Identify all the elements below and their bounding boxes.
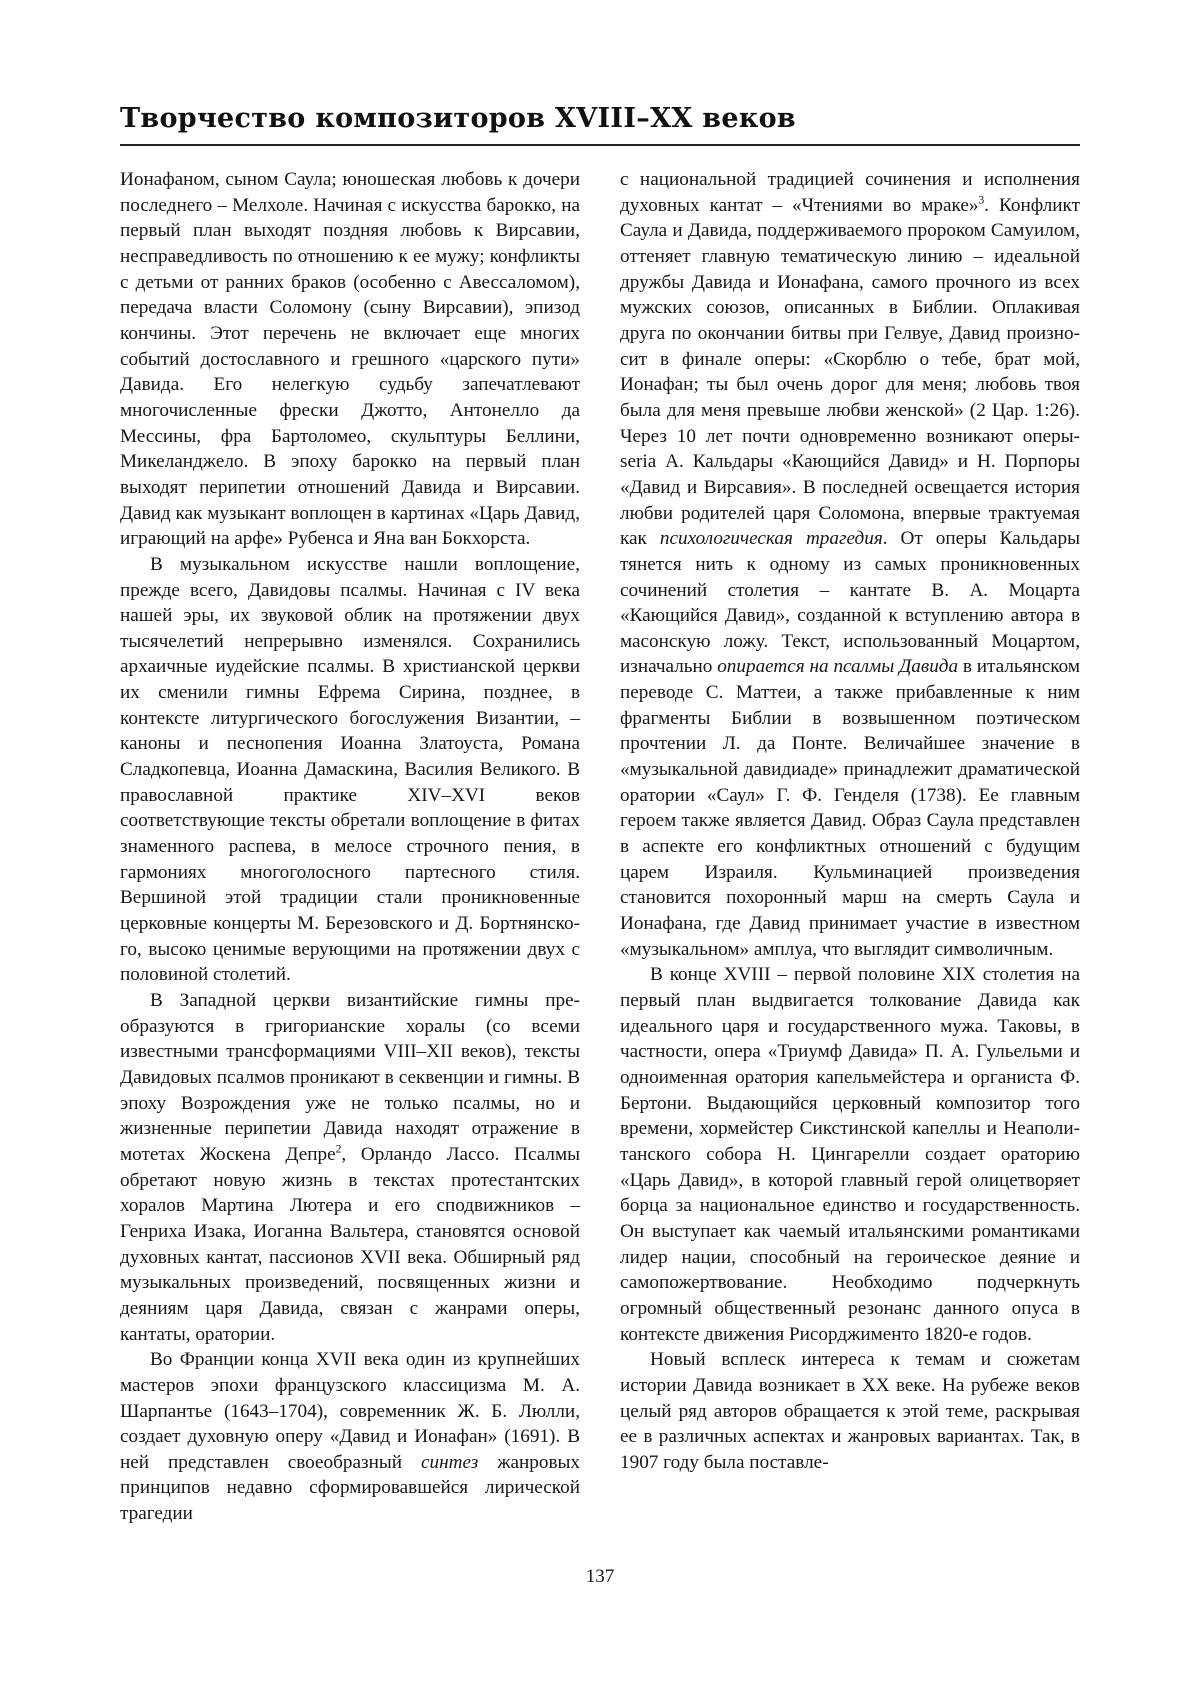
- header-rule: [120, 144, 1080, 146]
- right-column: [620, 167, 1080, 1475]
- paragraph: Новый всплеск интереса к темам и сюжетам истории Давида возникает в XX веке. На рубеже веков целый ряд авторов обращается к этой теме, раскрывая ее в различных аспектах и жанровых вариантах. Так, в 1907 году была поставле-: [620, 1349, 1080, 1473]
- paragraph: В музыкальном искусстве нашли воплощение, прежде всего, Давидовы псалмы. Начиная с IV века нашей эры, их звуковой облик на протяжении двух тысячелетий непрерывно изменялся. Сохранились архаичные иудейские псалмы. В христианской церкви их сменили гимны Ефрема Сирина, позднее, в контексте литургического богослужения Византии, – каноны и песнопения Иоанна Златоуста, Романа Сладкопевца, Иоанна Дамаскина, Василия Великого. В православной практике XIV–XVI веков соответствующие тексты обретали воплощение в фитах знаменного распева, в мелосе строчного пения, в гармониях многоголосного партесного стиля. Вершиной этой традиции стали проникновенные церковные концерты М. Березовского и Д. Бортнянского, высоко ценимые верующими на протяжении двух с половиной столетий.: [120, 553, 580, 986]
- paragraph: Во Франции конца XVII века один из крупнейших мастеров эпохи французского классицизма М. А. Шарпантье (1643–1704), современник Ж. Б. Люлли, создает духовную оперу «Давид и Ионафан» (1691). В ней представлен своеобразный синтез жанровых принципов недавно сформировавшейся лирической трагедии: [120, 1349, 580, 1525]
- footnote-ref[interactable]: 2: [335, 1143, 342, 1156]
- left-column: [120, 167, 580, 1527]
- footnote-ref[interactable]: 3: [978, 194, 985, 207]
- paragraph: с национальной традицией сочинения и исполнения духовных кантат – «Чтениями во мраке»$^3$. Конфликт Саула и Давида, поддерживаемого пророком Самуилом, оттеняет главную тематическую линию – идеальной дружбы Давида и Ионафана, самого прочного из всех мужских союзов, описанных в Библии. Оплакивая друга по окончании битвы при Гелвуе, Давид произносит в финале оперы: «Скорблю о тебе, брат мой, Ионафан; ты был очень дорог для меня; любовь твоя была для меня превыше любви женской» (2 Цар. 1:26). Через 10 лет почти одновременно возникают оперы-seria А. Кальдары «Кающийся Давид» и Н. Порпоры «Давид и Вирсавия». В последней освещается история любви родителей царя Соломона, впервые трактуемая как психологическая трагедия. От оперы Кальдары тянется нить к одному из самых проникновенных сочинений столетия – кантате В. А. Моцарта «Кающийся Давид», созданной к вступлению автора в масонскую ложу. Текст, использованный Моцартом, изначально опирается на псалмы Давида в итальянском переводе С. Маттеи, а также прибавленные к ним фрагменты Библии в возвышенном поэтическом прочтении Л. да Понте. Величайшее значение в «музыкальной давидиаде» принадлежит драматической оратории «Саул» Г. Ф. Генделя (1738). Ее главным героем также является Давид. Образ Саула представлен в аспекте его конфликтных отношений с будущим царем Израиля. Кульминацией произведения становится похоронный марш на смерть Саула и Ионафана, где Давид принимает участие в известном «музыкальном» амплуа, что выглядит символичным.: [620, 169, 1080, 960]
- paragraph: В конце XVIII – первой половине XIX столетия на первый план выдвигается толкование Давида как идеального царя и государственного мужа. Таковы, в частности, опера «Триумф Давида» П. А. Гульельми и одноименная оратория капельмейстера и органиста Ф. Бертони. Выдающийся церковный композитор того времени, хормейстер Сикстинской капеллы и Неаполитанского собора Н. Цингарелли создает ораторию «Царь Давид», в которой главный герой олицетворяет борца за национальное единство и государственность. Он выступает как чаемый итальянскими романтиками лидер нации, способный на героическое деяние и самопожертвование. Необходимо подчеркнуть огромный общественный резонанс данного опуса в контексте движения Рисорджименто 1820-е годов.: [620, 964, 1080, 1345]
- page-number: 137: [585, 1566, 615, 1587]
- paragraph: В Западной церкви византийские гимны преобразуются в григорианские хоралы (со всеми известными трансформациями VIII–XII веков), тексты Давидовых псалмов проникают в секвенции и гимны. В эпоху Возрождения уже не только псалмы, но и жизненные перипетии Давида находят отражение в мотетах Жоскена Депре$^2$, Орландо Лассо. Псалмы обретают новую жизнь в текстах протестантских хоралов Мартина Лютера и его сподвижников – Генриха Изака, Иоганна Вальтера, становятся основой духовных кантат, пассионов XVII века. Обширный ряд музыкальных произведений, посвященных жизни и деяниям царя Давида, связан с жанрами оперы, кантаты, оратории.: [120, 990, 580, 1345]
- running-header: Творчество композиторов XVIII–XX веков: [120, 103, 796, 134]
- paragraph: Ионафаном, сыном Саула; юношеская любовь к дочери последнего – Мелхоле. Начиная с искусства барокко, на первый план выходят поздняя любовь к Вирсавии, несправедливость по отношению к ее мужу; конфликты с детьми от ранних браков (особенно с Авессаломом), передача власти Соломону (сыну Вирсавии), эпизод кончины. Этот перечень не включает еще многих событий достославного и грешного «царского пути» Давида. Его нелегкую судьбу запечатлевают многочисленные фрески Джотто, Антонелло да Мессины, фра Бартоломео, скульптуры Беллини, Микеланджело. В эпоху барокко на первый план выходят перипетии отношений Давида и Вирсавии. Давид как музыкант воплощен в картинах «Царь Давид, играющий на арфе» Рубенса и Яна ван Бокхорста.: [120, 169, 580, 550]
